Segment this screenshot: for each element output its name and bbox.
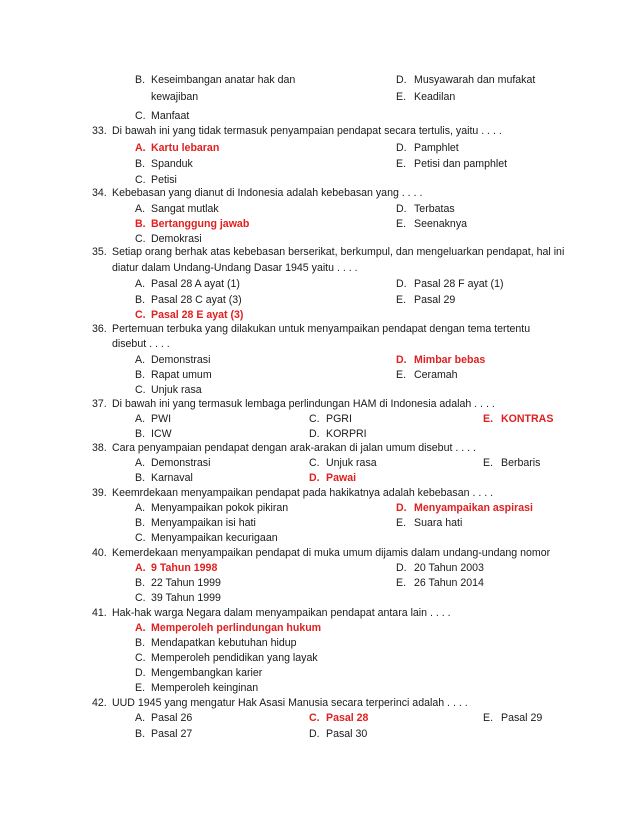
text-line: Petisi dan pamphlet — [414, 158, 508, 170]
option-letter: A. — [135, 562, 146, 574]
highlighted-answer-text: Pasal 28 E ayat (3) — [151, 309, 244, 321]
question-number: 41. — [92, 607, 107, 619]
option-letter: A. — [135, 354, 146, 366]
text-line: Pasal 26 — [151, 712, 193, 724]
option-letter: E. — [396, 577, 407, 589]
option-letter: E. — [396, 91, 407, 103]
option-letter: E. — [396, 369, 407, 381]
highlighted-answer-text: Mimbar bebas — [414, 354, 486, 366]
text-line: kewajiban — [151, 91, 199, 103]
text-line: ICW — [151, 428, 172, 440]
text-line: Suara hati — [414, 517, 463, 529]
option-letter: A. — [135, 622, 146, 634]
option-letter: C. — [135, 174, 146, 186]
text-line: Menyampaikan pokok pikiran — [151, 502, 289, 514]
question-number: 39. — [92, 487, 107, 499]
text-line: Setiap orang berhak atas kebebasan berserikat, berkumpul, dan mengeluarkan pendapat, hal ini — [112, 246, 565, 258]
option-letter: B. — [135, 294, 146, 306]
text-line: 39 Tahun 1999 — [151, 592, 221, 604]
option-letter: D. — [396, 502, 407, 514]
option-letter: C. — [135, 110, 146, 122]
text-line: Berbaris — [501, 457, 541, 469]
option-letter: A. — [135, 203, 146, 215]
question-number: 35. — [92, 246, 107, 258]
option-letter: A. — [135, 457, 146, 469]
question-number: 36. — [92, 323, 107, 335]
option-letter: C. — [135, 384, 146, 396]
text-line: disebut . . . . — [112, 338, 170, 350]
option-letter: D. — [396, 562, 407, 574]
text-line: Rapat umum — [151, 369, 212, 381]
option-letter: D. — [309, 472, 320, 484]
option-letter: E. — [396, 158, 407, 170]
text-line: Pasal 28 C ayat (3) — [151, 294, 242, 306]
text-line: Kemerdekaan menyampaikan pendapat di muka umum dijamis dalam undang-undang nomor — [112, 547, 551, 559]
option-letter: A. — [135, 278, 146, 290]
option-letter: C. — [135, 652, 146, 664]
option-letter: D. — [309, 428, 320, 440]
option-letter: C. — [135, 532, 146, 544]
option-letter: A. — [135, 142, 146, 154]
option-letter: B. — [135, 369, 146, 381]
question-number: 38. — [92, 442, 107, 454]
text-line: Sangat mutlak — [151, 203, 219, 215]
option-letter: B. — [135, 472, 146, 484]
option-letter: E. — [396, 517, 407, 529]
question-number: 42. — [92, 697, 107, 709]
option-letter: B. — [135, 577, 146, 589]
option-letter: B. — [135, 637, 146, 649]
option-letter: E. — [135, 682, 146, 694]
text-line: Pasal 30 — [326, 728, 368, 740]
text-line: Pasal 29 — [414, 294, 456, 306]
option-letter: A. — [135, 413, 146, 425]
option-letter: B. — [135, 517, 146, 529]
option-letter: E. — [483, 457, 494, 469]
text-line: PWI — [151, 413, 172, 425]
option-letter: B. — [135, 428, 146, 440]
option-letter: C. — [309, 457, 320, 469]
option-letter: D. — [396, 203, 407, 215]
text-line: Demokrasi — [151, 233, 202, 245]
text-line: Pertemuan terbuka yang dilakukan untuk menyampaikan pendapat dengan tema tertentu — [112, 323, 531, 335]
highlighted-answer-text: 9 Tahun 1998 — [151, 562, 218, 574]
text-line: Kebebasan yang dianut di Indonesia adalah kebebasan yang . . . . — [112, 187, 423, 199]
option-letter: A. — [135, 502, 146, 514]
text-line: Karnaval — [151, 472, 193, 484]
text-line: Ceramah — [414, 369, 458, 381]
text-line: Di bawah ini yang tidak termasuk penyampaian pendapat secara tertulis, yaitu . . . . — [112, 125, 502, 137]
text-line: Hak-hak warga Negara dalam menyampaikan pendapat antara lain . . . . — [112, 607, 451, 619]
text-line: Keemrdekaan menyampaikan pendapat pada hakikatnya adalah kebebasan . . . . — [112, 487, 494, 499]
option-letter: C. — [135, 592, 146, 604]
text-line: Terbatas — [414, 203, 455, 215]
text-line: Mengembangkan karier — [151, 667, 263, 679]
highlighted-answer-text: Menyampaikan aspirasi — [414, 502, 533, 514]
option-letter: D. — [396, 74, 407, 86]
question-number: 37. — [92, 398, 107, 410]
option-letter: D. — [309, 728, 320, 740]
text-line: KORPRI — [326, 428, 367, 440]
text-line: Di bawah ini yang termasuk lembaga perlindungan HAM di Indonesia adalah . . . . — [112, 398, 495, 410]
option-letter: B. — [135, 218, 146, 230]
text-line: Unjuk rasa — [326, 457, 377, 469]
option-letter: D. — [135, 667, 146, 679]
text-line: Demonstrasi — [151, 457, 211, 469]
text-line: Manfaat — [151, 110, 190, 122]
highlighted-answer-text: Bertanggung jawab — [151, 218, 250, 230]
option-letter: E. — [483, 712, 494, 724]
option-letter: E. — [396, 294, 407, 306]
text-line: Menyampaikan kecurigaan — [151, 532, 278, 544]
option-letter: C. — [309, 413, 320, 425]
text-line: Pasal 28 A ayat (1) — [151, 278, 240, 290]
text-line: Keadilan — [414, 91, 456, 103]
text-line: Pasal 29 — [501, 712, 543, 724]
option-letter: D. — [396, 142, 407, 154]
highlighted-answer-text: Kartu lebaran — [151, 142, 220, 154]
text-line: Seenaknya — [414, 218, 468, 230]
question-number: 34. — [92, 187, 107, 199]
text-line: UUD 1945 yang mengatur Hak Asasi Manusia secara terperinci adalah . . . . — [112, 697, 468, 709]
highlighted-answer-text: Memperoleh perlindungan hukum — [151, 622, 322, 634]
option-letter: C. — [135, 233, 146, 245]
option-letter: A. — [135, 712, 146, 724]
text-line: diatur dalam Undang-Undang Dasar 1945 yaitu . . . . — [112, 262, 358, 274]
text-line: PGRI — [326, 413, 352, 425]
text-line: Menyampaikan isi hati — [151, 517, 256, 529]
text-line: Cara penyampaian pendapat dengan arak-arakan di jalan umum disebut . . . . — [112, 442, 476, 454]
text-line: Pasal 28 F ayat (1) — [414, 278, 504, 290]
text-line: Pasal 27 — [151, 728, 193, 740]
option-letter: C. — [135, 309, 146, 321]
option-letter: E. — [396, 218, 407, 230]
option-letter: B. — [135, 74, 146, 86]
text-line: Memperoleh keinginan — [151, 682, 259, 694]
highlighted-answer-text: Pasal 28 — [326, 712, 369, 724]
option-letter: B. — [135, 728, 146, 740]
text-line: Petisi — [151, 174, 177, 186]
option-letter: B. — [135, 158, 146, 170]
highlighted-answer-text: KONTRAS — [501, 413, 554, 425]
text-line: 26 Tahun 2014 — [414, 577, 484, 589]
option-letter: D. — [396, 278, 407, 290]
text-line: Musyawarah dan mufakat — [414, 74, 536, 86]
text-line: Memperoleh pendidikan yang layak — [151, 652, 318, 664]
text-line: 20 Tahun 2003 — [414, 562, 484, 574]
text-line: Unjuk rasa — [151, 384, 202, 396]
highlighted-answer-text: Pawai — [326, 472, 357, 484]
question-number: 40. — [92, 547, 107, 559]
text-line: Mendapatkan kebutuhan hidup — [151, 637, 297, 649]
text-line: Keseimbangan anatar hak dan — [151, 74, 296, 86]
text-line: Demonstrasi — [151, 354, 211, 366]
option-letter: D. — [396, 354, 407, 366]
question-number: 33. — [92, 125, 107, 137]
text-line: Pamphlet — [414, 142, 459, 154]
text-line: Spanduk — [151, 158, 193, 170]
option-letter: E. — [483, 413, 494, 425]
option-letter: C. — [309, 712, 320, 724]
text-line: 22 Tahun 1999 — [151, 577, 221, 589]
